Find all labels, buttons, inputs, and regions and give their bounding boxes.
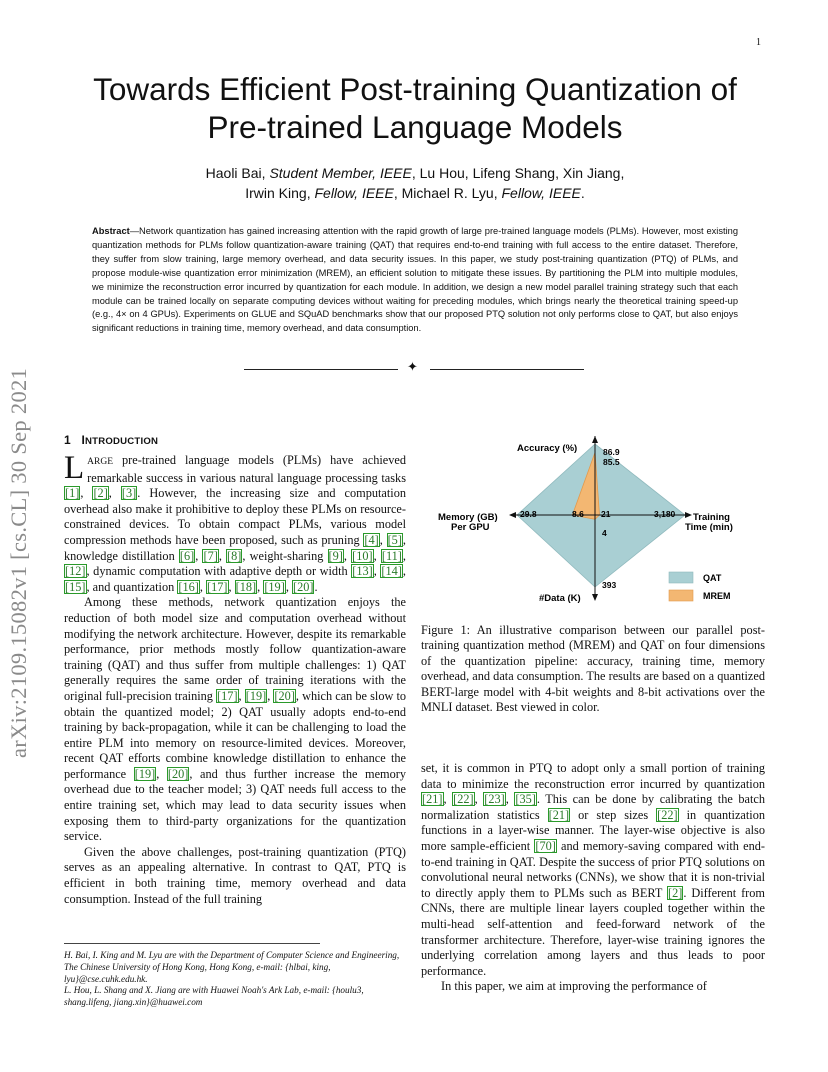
- paper-title: Towards Efficient Post-training Quantization of Pre-trained Language Models: [93, 71, 737, 145]
- section-number: 1: [64, 433, 71, 447]
- intro-paragraph-2: Among these methods, network quantization enjoys the reduction of both model size and computation overhead without modifying the network architecture. However, despite its remarkable performance, prior methods mostly follow quantization-aware training (QAT) and thus suffer from multiple challenges: 1) QAT generally requires the same order of training iterations with the original full-precision training [17], [19], [20], which can be slow to obtain the quantized model; 2) QAT usually adopts end-to-end training by back-propagation, while it can be challenging to load the entire PLM into memory on resource-limited devices. Moreover, recent QAT efforts combine knowledge distillation to enhance the performance [19], [20], and thus further increase the memory overhead due to the teacher model; 3) QAT needs full access to the entire training set, which may lead to data security issues when exposing them to third-party organizations for the quantization service.: [64, 595, 407, 844]
- author-text: , Lu Hou, Lifeng Shang, Xin Jiang,: [411, 165, 625, 181]
- citation-link[interactable]: [19]: [134, 766, 156, 781]
- radar-chart: [420, 436, 766, 624]
- legend-swatch-mrem: [669, 590, 693, 601]
- citation-link[interactable]: [2]: [668, 885, 683, 900]
- footnote-line: H. Bai, I. King and M. Lyu are with the Department of Computer Science and Engineering, The Chinese University of Hong Kong, Hong Kong, e-mail: {hlbai, king, lyu}@cse.cuhk.edu.hk.: [64, 950, 400, 984]
- axis-label-memory-1: Memory (GB): [438, 512, 498, 523]
- arrow-left-icon: [509, 512, 516, 518]
- section-heading: [64, 433, 158, 447]
- paragraph-text: , which can be slow to obtain the quantized model; 2) QAT usually adopts end-to-end training by back-propagation, while it can be challenging to load the entire PLM into memory on resource-limited devices. Moreover, recent QAT efforts combine knowledge distillation to enhance the performance: [64, 688, 407, 781]
- figure-caption: Figure 1: An illustrative comparison between our parallel post-training quantization method (MREM) and QAT on four dimensions of the quantization pipeline: accuracy, training time, memory overhead, and data consumption. The results are based on a quantized BERT-large model with 4-bit weights and 8-bit activations over the MNLI dataset. Best viewed in color.: [421, 623, 765, 715]
- citation-link[interactable]: [20]: [292, 579, 314, 594]
- citation-link[interactable]: [13]: [352, 564, 373, 579]
- intro-paragraph-3: Given the above challenges, post-training quantization (PTQ) serves as an appealing alternative. In contrast to QAT, PTQ is efficient in both training time, memory overhead and data consumption. Instead of the full training: [64, 844, 406, 906]
- figure-1: [420, 436, 766, 624]
- paragraph-text: . This can be done by calibrating the batch normalization statistics: [421, 792, 766, 822]
- citation-link[interactable]: [23]: [484, 792, 505, 807]
- value-mrem-memory: 8.6: [572, 509, 584, 519]
- footnote-line: L. Hou, L. Shang and X. Jiang are with Huawei Noah's Ark Lab, e-mail: {houlu3, shang.lifeng, jiang.xin}@huawei.com: [64, 985, 364, 1008]
- paragraph-text: , knowledge distillation: [64, 532, 406, 563]
- arxiv-stamp: arXiv:2109.15082v1 [cs.CL] 30 Sep 2021: [6, 367, 31, 758]
- citation-link[interactable]: [17]: [207, 579, 228, 594]
- paragraph-text: set, it is common in PTQ to adopt only a small portion of training data to minimize the reconstruction error incurred by quantization: [421, 761, 765, 791]
- divider-line-right: [430, 369, 584, 370]
- citation-link[interactable]: [70]: [535, 838, 556, 853]
- abstract-label: Abstract: [92, 226, 130, 236]
- citation-link[interactable]: [19]: [264, 579, 285, 594]
- paragraph-text: Among these methods, network quantization enjoys the reduction of both model size and computation overhead without modifying the network architecture. However, despite its remarkable performance, prior methods mostly follow quantization-aware training (QAT) and thus suffer from multiple challenges: 1) QAT generally requires the same order of training iterations with the original full-precision training: [64, 595, 406, 703]
- divider-ornament-icon: ✦: [407, 360, 418, 375]
- paragraph-text: . However, the increasing size and computation overhead also make it prohibitive to deploy these PLMs on resource-constrained devices. To obtain compact PLMs, various model compression methods have been proposed, such as pruning: [64, 486, 407, 547]
- footnote: [64, 950, 408, 1009]
- paragraph-text: , dynamic computation with adaptive depth or width: [86, 564, 352, 579]
- author-text: Haoli Bai,: [205, 165, 270, 181]
- arrow-down-icon: [592, 594, 598, 601]
- arrow-right-icon: [685, 512, 692, 518]
- legend-swatch-qat: [669, 572, 693, 583]
- citation-link[interactable]: [22]: [657, 807, 678, 822]
- abstract: [92, 225, 738, 336]
- author-title: Student Member, IEEE: [269, 165, 412, 181]
- author-text: Irwin King,: [245, 185, 315, 201]
- value-mrem-accuracy: 85.5: [603, 457, 620, 467]
- value-qat-data: 393: [602, 580, 617, 590]
- citation-link[interactable]: [1]: [65, 486, 80, 501]
- citation-link[interactable]: [2]: [93, 486, 108, 501]
- axis-label-training-1: Training: [693, 512, 730, 523]
- citation-link[interactable]: [3]: [121, 486, 137, 501]
- author-text: .: [580, 185, 585, 201]
- axis-label-memory-2: Per GPU: [451, 522, 490, 533]
- axis-label-training-2: Time (min): [685, 522, 733, 533]
- citation-link[interactable]: [9]: [328, 548, 343, 563]
- value-qat-memory: 29.8: [520, 509, 537, 519]
- legend-label-qat: QAT: [703, 573, 722, 583]
- citation-link[interactable]: [16]: [178, 579, 199, 594]
- drop-cap-continuation: ARGE: [87, 457, 114, 467]
- citation-link[interactable]: [17]: [217, 688, 238, 703]
- citation-link[interactable]: [22]: [453, 792, 474, 807]
- section-title-initial: I: [81, 433, 86, 447]
- author-text: , Michael R. Lyu,: [393, 185, 502, 201]
- paragraph-text: . Different from CNNs, there are multiple linear layers coupled together within the multi-head self-attention and feed-forward network of the transformer architecture. Therefore, layer-wise training ignores the underlying correlation among layers and thus leads to poor performance.: [421, 885, 765, 978]
- intro-paragraph-4: set, it is common in PTQ to adopt only a small portion of training data to minimize the reconstruction error incurred by quantization [21], [22], [23], [35]. This can be done by calibrating the batch normalization statistics [21] or step sizes [22] in quantization functions in a layer-wise manner. The layer-wise objective is also more sample-efficient [70] and memory-saving compared with end-to-end training in QAT. Despite the success of prior PTQ solutions on convolutional neural networks (CNNs), we show that it is non-trivial to directly apply them to PLMs such as BERT [2]. Different from CNNs, there are multiple linear layers coupled together within the multi-head self-attention and feed-forward network of the transformer architecture. Therefore, layer-wise training ignores the underlying correlation among layers and thus leads to poor performance.: [421, 761, 766, 978]
- value-qat-training: 3,180: [654, 509, 676, 519]
- legend-label-mrem: MREM: [703, 591, 731, 601]
- citation-link[interactable]: [21]: [548, 807, 570, 822]
- citation-link[interactable]: [14]: [381, 564, 402, 579]
- divider-line-left: [244, 369, 398, 370]
- footnote-rule: [64, 943, 320, 944]
- arrow-up-icon: [592, 436, 598, 443]
- section-title-rest: NTRODUCTION: [85, 436, 159, 447]
- citation-link[interactable]: [35]: [515, 792, 536, 807]
- citation-link[interactable]: [18]: [235, 579, 257, 594]
- paragraph-text: , and quantization: [86, 579, 178, 594]
- citation-link[interactable]: [19]: [245, 688, 267, 703]
- citation-link[interactable]: [15]: [65, 579, 86, 594]
- citation-link[interactable]: [6]: [179, 548, 195, 563]
- citation-link[interactable]: [5]: [387, 532, 402, 547]
- section-divider: [244, 362, 584, 376]
- drop-cap: L: [64, 450, 85, 486]
- value-mrem-training: 21: [601, 509, 611, 519]
- paragraph-text: in quantization functions in a layer-wise manner. The layer-wise objective is also more sample-efficient: [421, 807, 765, 853]
- paragraph-text: .: [314, 579, 318, 594]
- citation-link[interactable]: [20]: [274, 688, 295, 703]
- paragraph-text: , and thus further increase the memory overhead due to the teacher model; 3) QAT needs full access to the entire training set, which may lead to data security issues when exposing them to third-party organizations for the quantization service.: [64, 766, 406, 844]
- citation-link[interactable]: [4]: [364, 532, 379, 547]
- paragraph-text: and memory-saving compared with end-to-end training in QAT. Despite the success of prior PTQ solutions on convolutional neural networks (CNNs), we show that it is non-trivial to directly apply them to PLMs such as BERT: [421, 838, 765, 900]
- citation-link[interactable]: [10]: [352, 548, 373, 563]
- page-number: 1: [756, 37, 761, 48]
- axis-label-accuracy: Accuracy (%): [517, 443, 578, 454]
- citation-link[interactable]: [8]: [227, 548, 242, 563]
- paragraph-text: , weight-sharing: [242, 548, 328, 563]
- intro-paragraph-5: In this paper, we aim at improving the performance of: [441, 979, 707, 994]
- citation-link[interactable]: [20]: [167, 766, 189, 781]
- abstract-text: —Network quantization has gained increasing attention with the rapid growth of large pre-trained language models (PLMs). However, most existing quantization methods for PLMs follow quantization-aware training (QAT) that requires end-to-end training with full access to the entire dataset. Therefore, they suffer from slow training, large memory overhead, and data security issues. In this paper, we study post-training quantization (PTQ) of PLMs, and propose module-wise quantization error minimization (MREM), an efficient solution to mitigate these issues. By partitioning the PLM into multiple modules, we minimize the reconstruction error incurred by quantization for each module. In addition, we design a new model parallel training strategy such that each module can be trained locally on separate computing devices without waiting for preceding modules, which brings nearly the theoretical training speed-up (e.g., 4× on 4 GPUs). Experiments on GLUE and SQuAD benchmarks show that our proposed PTQ solution not only performs close to QAT, but also enjoys significant reductions in training time, memory overhead, and data consumption.: [92, 226, 738, 334]
- intro-paragraph-1: LARGE pre-trained language models (PLMs) have achieved remarkable success in various natural language processing tasks [1], [2], [3]. However, the increasing size and computation overhead also make it prohibitive to deploy these PLMs on resource-constrained devices. To obtain compact PLMs, various model compression methods have been proposed, such as pruning [4], [5], knowledge distillation [6], [7], [8], weight-sharing [9], [10], [11], [12], dynamic computation with adaptive depth or width [13], [14], [15], and quantization [16], [17], [18], [19], [20].: [64, 450, 407, 594]
- author-list: [100, 163, 730, 203]
- paragraph-text: or step sizes: [570, 807, 657, 822]
- left-column: [64, 450, 407, 907]
- axis-label-data: #Data (K): [539, 593, 581, 604]
- citation-link[interactable]: [11]: [381, 548, 402, 563]
- citation-link[interactable]: [7]: [203, 548, 218, 563]
- right-column: [421, 761, 765, 995]
- value-qat-accuracy: 86.9: [603, 447, 620, 457]
- citation-link[interactable]: [21]: [422, 792, 443, 807]
- paragraph-text: pre-trained language models (PLMs) have achieved remarkable success in various natural language processing tasks: [87, 453, 406, 485]
- author-title: Fellow, IEEE: [314, 185, 394, 201]
- value-mrem-data: 4: [602, 528, 607, 538]
- citation-link[interactable]: [12]: [65, 564, 86, 579]
- author-title: Fellow, IEEE: [501, 185, 581, 201]
